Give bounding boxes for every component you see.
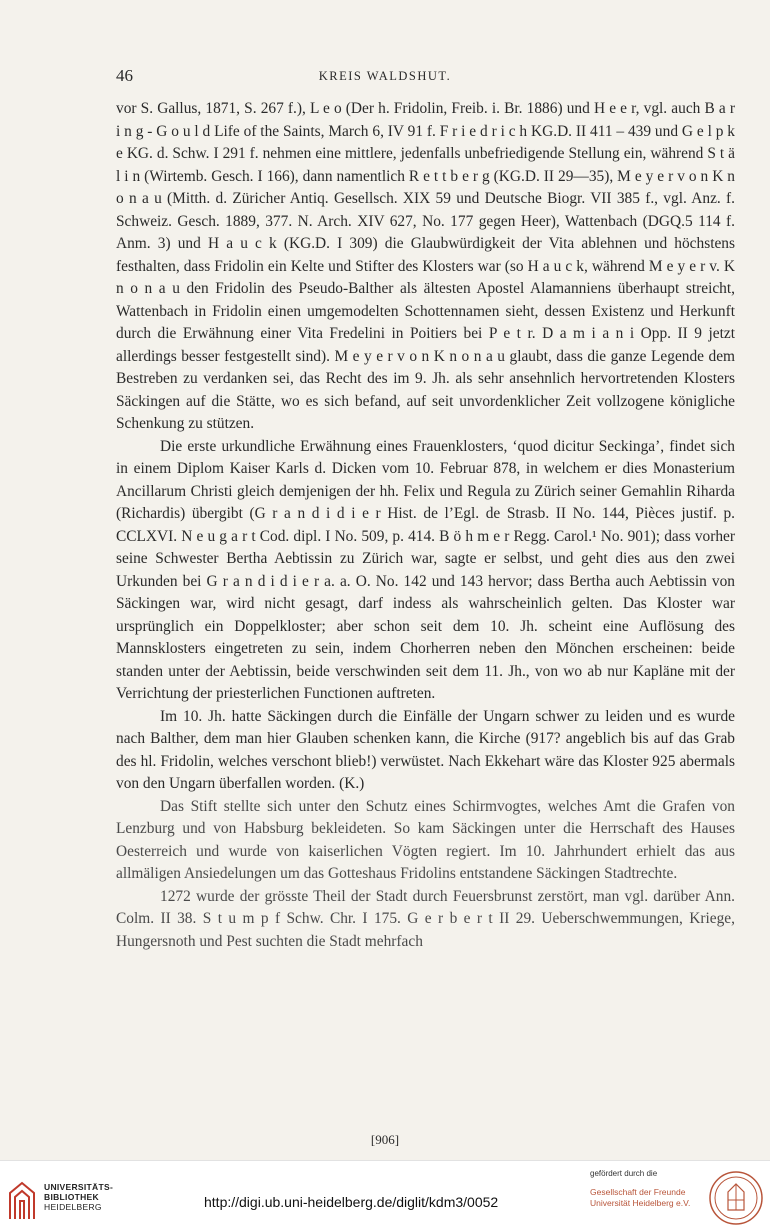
library-name (44, 1182, 113, 1212)
sponsor-org-line-1: Gesellschaft der Freunde (590, 1187, 686, 1197)
paragraph-2: Die erste urkundliche Erwähnung eines Frauenklosters, ‘quod dicitur Seckinga’, findet sich in einem Diplom Kaiser Karls d. Dicken vom 10. Februar 878, in welchem er dies Monasterium Ancillarum Christi gleich demjenigen der hh. Felix und Regula zu Zürich seiner Gemahlin Riharda (Richardis) übergibt (G r a n d i d i e r Hist. de l’Egl. de Strasb. II No. 144, Pièces justif. p. CCLXVI. N e u g a r t Cod. dipl. I No. 509, p. 414. B ö h m e r Regg. Carol.¹ No. 901); dass vorher seine Schwester Bertha Aebtissin zu Zürich war, sagte er selbst, und geht dies aus den zwei Urkunden bei G r a n d i d i e r a. a. O. No. 142 und 143 hervor; dass Bertha auch Aebtissin von Säckingen war, wird nicht gesagt, darf indess als wahrscheinlich gelten. Das Kloster war ursprünglich ein Doppelkloster; aber schon seit dem 10. Jh. scheint eine Auflösung des Mannsklosters eingetreten zu sein, indem Chorherren neben den Mönchen erscheinen: beide standen unter der Aebtissin, beide verschwinden seit dem 11. Jh., von wo ab nur Kapläne mit der Verrichtung der priesterlichen Functionen auftreten. (116, 437, 735, 702)
page-number: 46 (116, 66, 133, 85)
paragraph-4: Das Stift stellte sich unter den Schutz eines Schirmvogtes, welches Amt die Grafen von Lenzburg und von Habsburg bekleideten. So kam Säckingen unter die Herrschaft des Hauses Oesterreich und wurde von kaiserlichen Vögten regiert. Im 10. Jahrhundert erhielt das aus allmäligen Ansiedelungen um das Gotteshaus Fridolins entstandene Säckingen Stadtrechte. (116, 797, 735, 882)
paragraph-3: Im 10. Jh. hatte Säckingen durch die Einfälle der Ungarn schwer zu leiden und es wurde nach Balther, dem man hier Glauben schenken kann, die Kirche (917? angeblich bis auf das Grab des hl. Fridolin, welches verschont blieb!) verwüstet. Nach Ekkehart wäre das Kloster 925 abermals von den Ungarn überfallen worden. (K.) (116, 707, 735, 792)
library-name-line-3: HEIDELBERG (44, 1202, 102, 1212)
paragraph-5: 1272 wurde der grösste Theil der Stadt durch Feuersbrunst zerstört, man vgl. darüber Ann. Colm. II 38. S t u m p f Schw. Chr. I 175. G e r b e r t II 29. Ueberschwemmungen, Kriege, Hungersnoth und Pest suchten die Stadt mehrfach (116, 887, 735, 950)
university-library-logo-icon (6, 1181, 38, 1221)
footer-bar (0, 1160, 770, 1232)
sponsor-label: gefördert durch die (590, 1169, 658, 1178)
running-head: KREIS WALDSHUT. (318, 69, 452, 83)
library-name-line-2: BIBLIOTHEK (44, 1192, 99, 1202)
source-url-link[interactable]: http://digi.ub.uni-heidelberg.de/diglit/kdm3/0052 (204, 1194, 499, 1210)
sponsor-org-line-2: Universität Heidelberg e.V. (590, 1198, 691, 1208)
sheet-number: [906] (370, 1132, 400, 1147)
body-text (116, 98, 735, 953)
library-name-line-1: UNIVERSITÄTS- (44, 1182, 114, 1192)
paragraph-1: vor S. Gallus, 1871, S. 267 f.), L e o (Der h. Fridolin, Freib. i. Br. 1886) und H e e r, vgl. auch B a r i n g - G o u l d Life of the Saints, March 6, IV 91 f. F r i e d r i c h KG.D. II 411 – 439 und G e l p k e KG. d. Schw. I 291 f. nehmen eine mittlere, jedenfalls unbefriedigende Stellung ein, während S t ä l i n (Wirtemb. Gesch. I 166), dann namentlich R e t t b e r g (KG.D. II 29—35), M e y e r v o n K n o n a u (Mitth. d. Züricher Antiq. Gesellsch. XIX 59 und Deutsche Biogr. VII 385 f., vgl. Anz. f. Schweiz. Gesch. 1889, 377. N. Arch. XIV 627, No. 177 gegen Heer), Wattenbach (DGQ.5 114 f. Anm. 3) und H a u c k (KG.D. I 309) die Glaubwürdigkeit der Vita ablehnen und höchstens festhalten, dass Fridolin ein Kelte und Stifter des Klosters war (so H a u c k, während M e y e r v. K n o n a u den Fridolin des Pseudo-Balther als ältesten Apostel Alamanniens überhaupt streicht, Wattenbach in Fridolin einen umgemodelten Schottennamen sieht, dessen Existenz und Herkunft durch die Erwähnung einer Vita Fredelini in Poitiers bei P e t r. D a m i a n i Opp. II 9 jetzt allerdings besser festgestellt sind). M e y e r v o n K n o n a u glaubt, dass die ganze Legende dem Bestreben zu verdanken sei, das Recht des im 9. Jh. als sehr ansehnlich hervortretenden Klosters Säckingen auf die Stätte, wo es sich befand, auf seit unvordenklicher Zeit vollzogene königliche Schenkung zu stützen. (116, 100, 735, 432)
sponsor-credit (590, 1169, 700, 1209)
university-seal-icon (708, 1170, 764, 1226)
